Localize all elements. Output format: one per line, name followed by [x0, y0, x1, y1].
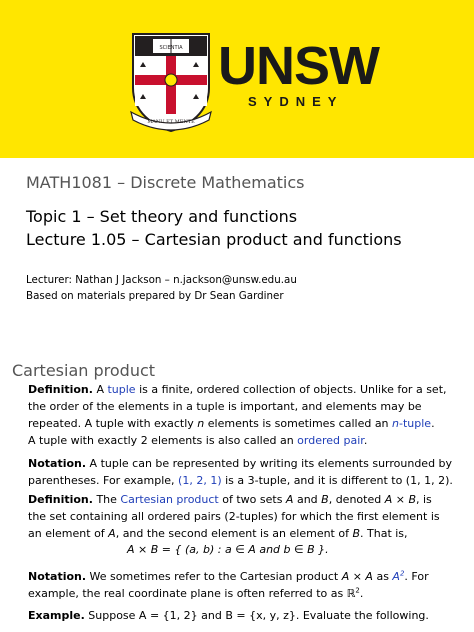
brand-city: SYDNEY — [248, 94, 344, 109]
notation-cartesian-power: Notation. We sometimes refer to the Cartesian product A × A as $A^2$. For example, the real coordinate plane is often referred to as ℝ$^2$. — [28, 569, 429, 600]
definition-cartesian-product: Definition. The Cartesian product of two sets A and B, denoted A × B, is the set containing all ordered pairs (2-tuples) for which the first element is an element of A, and the second element is an element of B. That is, — [28, 493, 440, 540]
term-tuple: tuple — [107, 383, 136, 396]
term-ordered-pair: ordered pair — [297, 434, 364, 447]
topic-title: Topic 1 – Set theory and functions — [26, 207, 298, 226]
cartesian-product-equation: A × B = { (a, b) : a ∈ A and b ∈ B }. — [127, 543, 329, 556]
term-a-squared: $A^2$ — [392, 569, 405, 583]
unsw-crest-icon — [129, 30, 213, 133]
lecturer-line: Lecturer: Nathan J Jackson – n.jackson@unsw.edu.au — [26, 274, 297, 286]
crest-book-text: SCIENTIA — [159, 45, 183, 51]
header-banner — [0, 0, 474, 158]
lecture-title: Lecture 1.05 – Cartesian product and functions — [26, 230, 402, 249]
term-n-tuple: -tuple — [399, 417, 432, 430]
unsw-logo — [218, 36, 379, 116]
example-line: Example. Suppose A = {1, 2} and B = {x, y, z}. Evaluate the following. — [28, 609, 429, 622]
notation-tuple: Notation. A tuple can be represented by writing its elements surrounded by parentheses. For example, (1, 2, 1) is a 3-tuple, and it is different to (1, 1, 2). — [28, 457, 453, 487]
section-title: Cartesian product — [12, 361, 156, 380]
materials-line: Based on materials prepared by Dr Sean Gardiner — [26, 290, 284, 302]
crest-motto: MANU ET MENTE — [147, 119, 195, 125]
term-cartesian-product: Cartesian product — [120, 493, 219, 506]
brand-name: UNSW — [218, 36, 379, 96]
course-title: MATH1081 – Discrete Mathematics — [26, 173, 305, 192]
example-tuple: (1, 2, 1) — [178, 474, 222, 487]
definition-tuple: Definition. A tuple is a finite, ordered collection of objects. Unlike for a set, the order of the elements in a tuple is important, and elements may be repeated. A tuple with exactly n elements is sometimes called an n-tuple. A tuple with exactly 2 elements is also called an ordered pair. — [28, 383, 447, 447]
